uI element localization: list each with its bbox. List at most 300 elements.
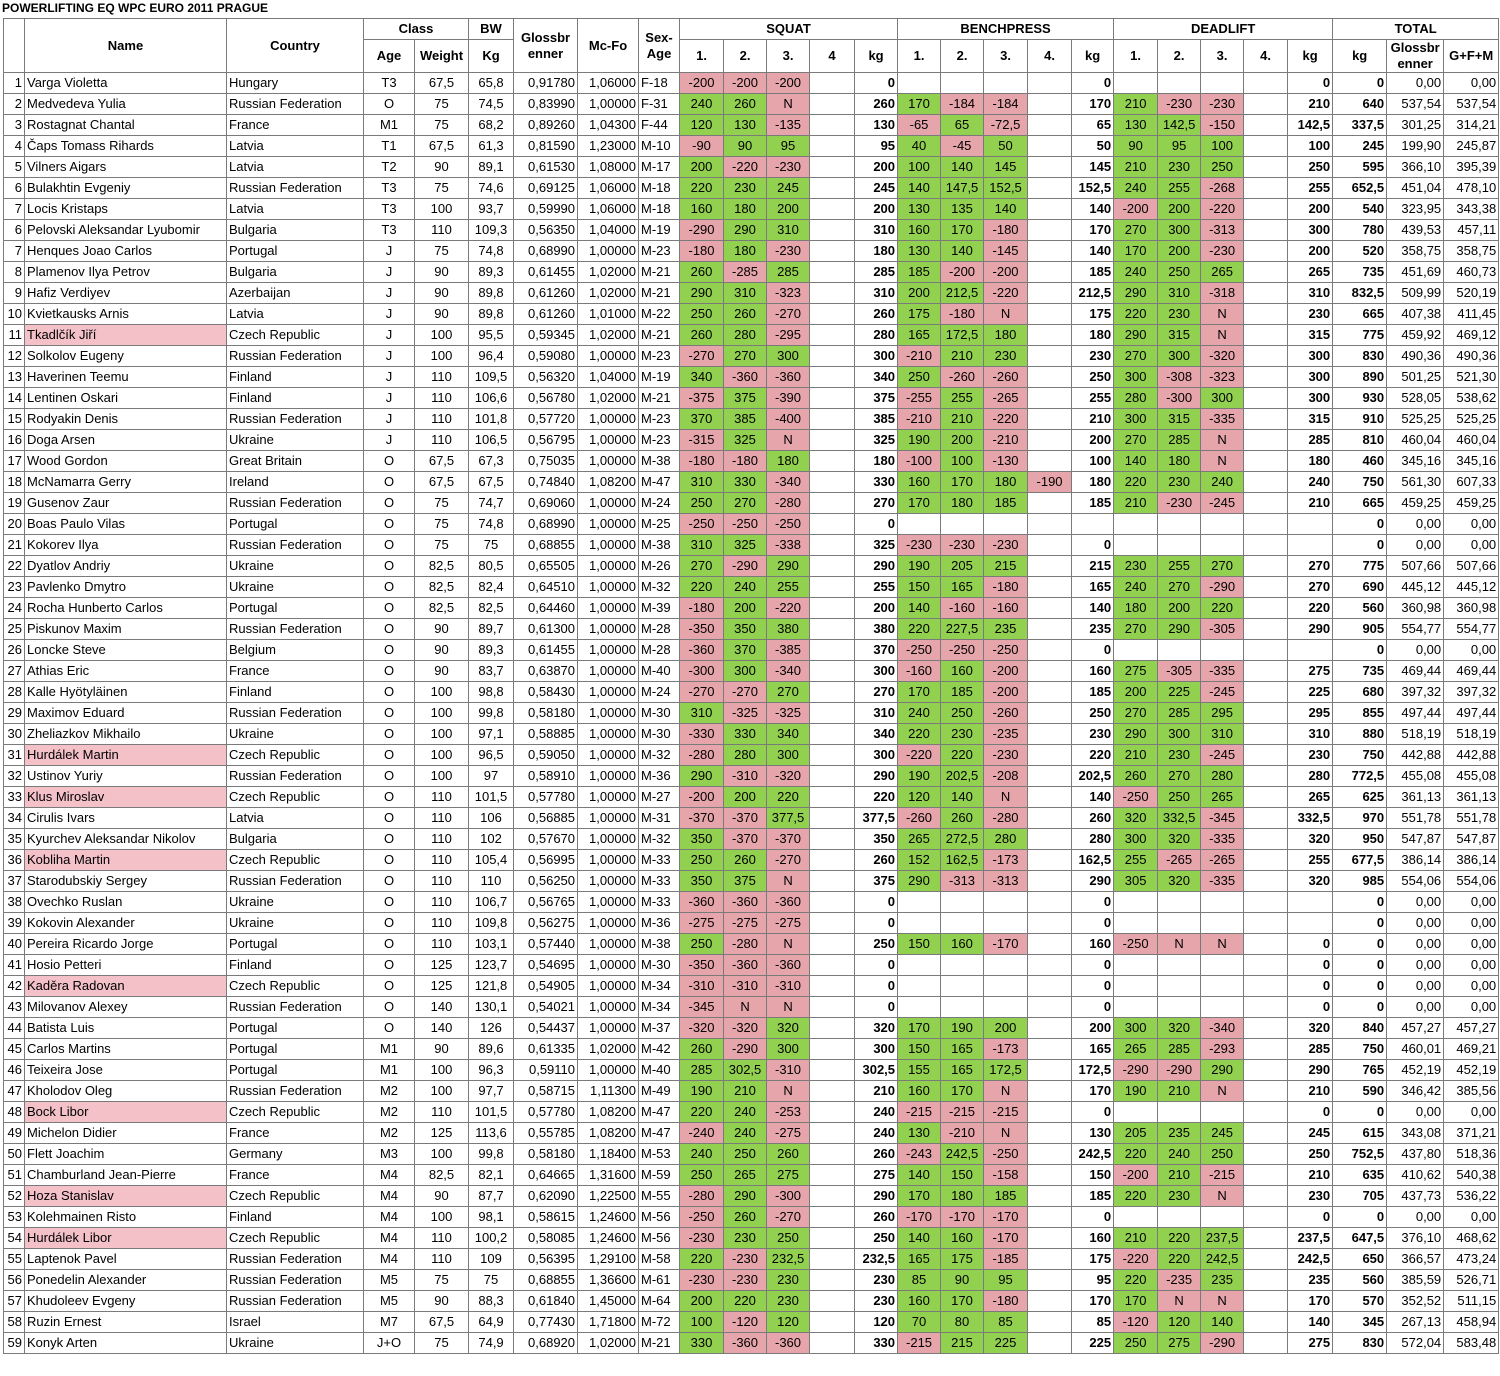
- bodyweight-cell: 89,1: [469, 157, 514, 178]
- deadlift-attempt-4-cell: [1244, 829, 1288, 850]
- squat-attempt-3-cell: N: [767, 934, 810, 955]
- bench-attempt-2-cell: -184: [941, 94, 984, 115]
- bench-attempt-3-cell: -185: [984, 1249, 1028, 1270]
- squat-attempt-2-cell: 350: [724, 619, 767, 640]
- squat-attempt-1-cell: -360: [680, 892, 724, 913]
- rank-cell: 32: [4, 766, 25, 787]
- total-kg-cell: 245: [1333, 136, 1387, 157]
- squat-attempt-2-cell: -370: [724, 808, 767, 829]
- rank-cell: 36: [4, 850, 25, 871]
- age-class-cell: O: [364, 619, 415, 640]
- sex-age-cell: M-72: [639, 1312, 680, 1333]
- bodyweight-cell: 103,1: [469, 934, 514, 955]
- squat-kg-cell: 230: [855, 1270, 898, 1291]
- deadlift-attempt-2-cell: 220: [1158, 1249, 1201, 1270]
- bench-attempt-4-cell: [1028, 556, 1072, 577]
- squat-attempt-2-cell: -320: [724, 1018, 767, 1039]
- weight-class-cell: 75: [415, 535, 469, 556]
- bench-attempt-4-cell: [1028, 325, 1072, 346]
- deadlift-attempt-4-cell: [1244, 1249, 1288, 1270]
- squat-attempt-1-cell: -370: [680, 808, 724, 829]
- weight-class-cell: 90: [415, 1186, 469, 1207]
- squat-attempt-1-cell: -200: [680, 787, 724, 808]
- squat-kg-cell: 340: [855, 724, 898, 745]
- age-class-cell: O: [364, 808, 415, 829]
- bench-attempt-3-cell: -208: [984, 766, 1028, 787]
- deadlift-attempt-1-cell: [1114, 1207, 1158, 1228]
- bench-attempt-2-cell: 202,5: [941, 766, 984, 787]
- glossbrenner-cell: 0,58180: [514, 1144, 578, 1165]
- squat-attempt-1-cell: 350: [680, 829, 724, 850]
- deadlift-attempt-1-cell: 300: [1114, 367, 1158, 388]
- deadlift-attempt-4-cell: [1244, 94, 1288, 115]
- bench-attempt-3-cell: -145: [984, 241, 1028, 262]
- bench-attempt-1-cell: 175: [898, 304, 941, 325]
- squat-attempt-2-cell: -270: [724, 682, 767, 703]
- table-row: [4, 787, 1499, 808]
- deadlift-attempt-4-cell: [1244, 472, 1288, 493]
- bench-attempt-4-cell: [1028, 997, 1072, 1018]
- deadlift-attempt-2-cell: 285: [1158, 430, 1201, 451]
- table-row: [4, 178, 1499, 199]
- deadlift-attempt-2-cell: 230: [1158, 1186, 1201, 1207]
- bench-kg-cell: 250: [1072, 367, 1114, 388]
- squat-attempt-4-cell: [810, 682, 855, 703]
- rank-cell: 44: [4, 1018, 25, 1039]
- deadlift-attempt-1-cell: [1114, 1102, 1158, 1123]
- table-row: [4, 1333, 1499, 1354]
- age-class-cell: O: [364, 1018, 415, 1039]
- squat-attempt-1-cell: -360: [680, 640, 724, 661]
- bench-attempt-4-cell: [1028, 283, 1072, 304]
- deadlift-attempt-2-header: 2.: [1158, 40, 1201, 73]
- deadlift-attempt-3-cell: -290: [1201, 1333, 1244, 1354]
- bench-attempt-4-cell: [1028, 577, 1072, 598]
- bench-attempt-3-cell: -260: [984, 703, 1028, 724]
- bench-attempt-4-cell: [1028, 766, 1072, 787]
- bench-attempt-1-cell: -260: [898, 808, 941, 829]
- table-row: [4, 346, 1499, 367]
- bench-attempt-3-cell: N: [984, 1123, 1028, 1144]
- bodyweight-cell: 89,7: [469, 619, 514, 640]
- bench-attempt-4-cell: [1028, 493, 1072, 514]
- bench-kg-cell: 202,5: [1072, 766, 1114, 787]
- country-cell: Ukraine: [227, 724, 364, 745]
- squat-attempt-2-cell: 300: [724, 661, 767, 682]
- total-gfm-cell: 0,00: [1444, 955, 1499, 976]
- rank-cell: 27: [4, 661, 25, 682]
- country-cell: Bulgaria: [227, 829, 364, 850]
- deadlift-attempt-2-cell: N: [1158, 934, 1201, 955]
- squat-attempt-1-cell: 190: [680, 1081, 724, 1102]
- glossbrenner-cell: 0,61530: [514, 157, 578, 178]
- bench-attempt-4-cell: [1028, 934, 1072, 955]
- squat-attempt-3-cell: 310: [767, 220, 810, 241]
- bench-attempt-2-cell: 165: [941, 577, 984, 598]
- total-gfm-cell: 518,36: [1444, 1144, 1499, 1165]
- bench-attempt-1-cell: 165: [898, 325, 941, 346]
- glossbrenner-cell: 0,89260: [514, 115, 578, 136]
- bench-attempt-4-cell: [1028, 661, 1072, 682]
- squat-attempt-4-cell: [810, 766, 855, 787]
- bench-attempt-3-cell: [984, 913, 1028, 934]
- glossbrenner-cell: 0,59080: [514, 346, 578, 367]
- deadlift-attempt-4-cell: [1244, 451, 1288, 472]
- squat-kg-cell: 320: [855, 1018, 898, 1039]
- squat-attempt-2-cell: 330: [724, 724, 767, 745]
- deadlift-attempt-4-cell: [1244, 1228, 1288, 1249]
- bodyweight-cell: 64,9: [469, 1312, 514, 1333]
- total-gfm-cell: 468,62: [1444, 1228, 1499, 1249]
- bodyweight-cell: 95,5: [469, 325, 514, 346]
- total-gfm-cell: 518,19: [1444, 724, 1499, 745]
- mcfo-cell: 1,31600: [578, 1165, 639, 1186]
- total-glossbrenner-cell: 346,42: [1387, 1081, 1444, 1102]
- squat-attempt-2-cell: -310: [724, 766, 767, 787]
- bench-attempt-1-cell: 170: [898, 1018, 941, 1039]
- lifter-name-cell: Zheliazkov Mikhailo: [25, 724, 227, 745]
- bench-attempt-1-header: 1.: [898, 40, 941, 73]
- bench-attempt-1-cell: [898, 913, 941, 934]
- weight-class-cell: 90: [415, 640, 469, 661]
- deadlift-attempt-2-cell: 300: [1158, 724, 1201, 745]
- total-kg-header: kg: [1333, 40, 1387, 73]
- deadlift-attempt-3-cell: -245: [1201, 745, 1244, 766]
- bench-attempt-4-cell: [1028, 1102, 1072, 1123]
- bench-attempt-1-cell: 140: [898, 598, 941, 619]
- deadlift-kg-cell: 310: [1288, 724, 1333, 745]
- bench-attempt-2-cell: 260: [941, 808, 984, 829]
- sex-age-cell: M-19: [639, 220, 680, 241]
- deadlift-kg-cell: 237,5: [1288, 1228, 1333, 1249]
- age-class-cell: J: [364, 430, 415, 451]
- bench-attempt-4-cell: [1028, 1165, 1072, 1186]
- bench-attempt-3-cell: N: [984, 787, 1028, 808]
- deadlift-attempt-4-cell: [1244, 262, 1288, 283]
- total-kg-cell: 345: [1333, 1312, 1387, 1333]
- age-class-cell: O: [364, 493, 415, 514]
- glossbrenner-cell: 0,57780: [514, 1102, 578, 1123]
- total-gfm-cell: 460,04: [1444, 430, 1499, 451]
- weight-class-cell: 100: [415, 766, 469, 787]
- total-kg-cell: 832,5: [1333, 283, 1387, 304]
- bench-attempt-1-cell: [898, 73, 941, 94]
- deadlift-kg-cell: 270: [1288, 556, 1333, 577]
- glossbrenner-cell: 0,54905: [514, 976, 578, 997]
- deadlift-attempt-4-cell: [1244, 871, 1288, 892]
- deadlift-attempt-1-cell: [1114, 535, 1158, 556]
- deadlift-attempt-1-cell: [1114, 892, 1158, 913]
- bench-attempt-4-cell: [1028, 262, 1072, 283]
- deadlift-attempt-4-cell: [1244, 934, 1288, 955]
- sex-age-cell: M-33: [639, 871, 680, 892]
- bench-attempt-1-cell: 130: [898, 241, 941, 262]
- squat-attempt-3-cell: 270: [767, 682, 810, 703]
- bench-attempt-1-cell: 140: [898, 1228, 941, 1249]
- total-kg-cell: 905: [1333, 619, 1387, 640]
- deadlift-kg-cell: 245: [1288, 1123, 1333, 1144]
- total-gfm-cell: 0,00: [1444, 640, 1499, 661]
- rank-cell: 51: [4, 1165, 25, 1186]
- deadlift-attempt-3-cell: [1201, 514, 1244, 535]
- table-row: [4, 1207, 1499, 1228]
- lifter-name-cell: Batista Luis: [25, 1018, 227, 1039]
- deadlift-kg-cell: 255: [1288, 850, 1333, 871]
- deadlift-attempt-3-cell: 265: [1201, 787, 1244, 808]
- deadlift-attempt-2-cell: -230: [1158, 493, 1201, 514]
- squat-attempt-2-cell: 265: [724, 1165, 767, 1186]
- rank-cell: 33: [4, 787, 25, 808]
- total-kg-cell: 520: [1333, 241, 1387, 262]
- table-row: [4, 1018, 1499, 1039]
- deadlift-attempt-2-cell: 320: [1158, 871, 1201, 892]
- squat-attempt-1-cell: 350: [680, 871, 724, 892]
- total-gfm-cell: 0,00: [1444, 997, 1499, 1018]
- deadlift-attempt-2-cell: -235: [1158, 1270, 1201, 1291]
- bench-kg-cell: 130: [1072, 1123, 1114, 1144]
- sheet-title: POWERLIFTING EQ WPC EURO 2011 PRAGUE: [2, 1, 269, 15]
- deadlift-attempt-4-cell: [1244, 850, 1288, 871]
- bench-attempt-2-cell: -160: [941, 598, 984, 619]
- bench-attempt-4-cell: [1028, 346, 1072, 367]
- bodyweight-cell: 82,4: [469, 577, 514, 598]
- deadlift-attempt-3-header: 3.: [1201, 40, 1244, 73]
- total-kg-cell: 0: [1333, 997, 1387, 1018]
- table-row: [4, 472, 1499, 493]
- deadlift-attempt-2-cell: 250: [1158, 262, 1201, 283]
- squat-attempt-2-cell: 180: [724, 241, 767, 262]
- table-row: [4, 934, 1499, 955]
- age-class-cell: M2: [364, 1102, 415, 1123]
- squat-attempt-4-cell: [810, 430, 855, 451]
- glossbrenner-header: Glossbr enner: [514, 19, 578, 73]
- bench-kg-cell: 170: [1072, 94, 1114, 115]
- bench-attempt-4-cell: [1028, 1270, 1072, 1291]
- bench-kg-cell: 185: [1072, 1186, 1114, 1207]
- rank-cell: 31: [4, 745, 25, 766]
- glossbrenner-cell: 0,68990: [514, 514, 578, 535]
- total-gfm-cell: 0,00: [1444, 1207, 1499, 1228]
- total-kg-cell: 752,5: [1333, 1144, 1387, 1165]
- weight-class-cell: 100: [415, 703, 469, 724]
- lifter-name-cell: McNamarra Gerry: [25, 472, 227, 493]
- bench-attempt-2-cell: -230: [941, 535, 984, 556]
- glossbrenner-cell: 0,83990: [514, 94, 578, 115]
- total-glossbrenner-cell: 437,73: [1387, 1186, 1444, 1207]
- table-row: [4, 913, 1499, 934]
- bodyweight-cell: 126: [469, 1018, 514, 1039]
- table-row: [4, 451, 1499, 472]
- lifter-name-cell: Kaděra Radovan: [25, 976, 227, 997]
- deadlift-attempt-3-cell: N: [1201, 451, 1244, 472]
- squat-kg-cell: 280: [855, 325, 898, 346]
- bench-kg-cell: 100: [1072, 451, 1114, 472]
- mcfo-cell: 1,00000: [578, 556, 639, 577]
- table-row: [4, 598, 1499, 619]
- lifter-name-cell: Kholodov Oleg: [25, 1081, 227, 1102]
- lifter-name-cell: Rostagnat Chantal: [25, 115, 227, 136]
- glossbrenner-cell: 0,54695: [514, 955, 578, 976]
- deadlift-attempt-2-cell: [1158, 535, 1201, 556]
- bench-attempt-3-cell: 180: [984, 325, 1028, 346]
- country-cell: Belgium: [227, 640, 364, 661]
- glossbrenner-cell: 0,56320: [514, 367, 578, 388]
- country-cell: Finland: [227, 388, 364, 409]
- glossbrenner-cell: 0,61335: [514, 1039, 578, 1060]
- bench-kg-cell: 95: [1072, 1270, 1114, 1291]
- total-glossbrenner-cell: 199,90: [1387, 136, 1444, 157]
- deadlift-kg-cell: 315: [1288, 409, 1333, 430]
- deadlift-attempt-3-cell: 265: [1201, 262, 1244, 283]
- weight-class-cell: 110: [415, 220, 469, 241]
- bench-attempt-3-cell: -184: [984, 94, 1028, 115]
- rank-cell: 54: [4, 1228, 25, 1249]
- lifter-name-cell: Bulakhtin Evgeniy: [25, 178, 227, 199]
- bench-attempt-3-cell: -280: [984, 808, 1028, 829]
- squat-attempt-2-cell: 260: [724, 1207, 767, 1228]
- total-kg-cell: 0: [1333, 976, 1387, 997]
- squat-attempt-1-cell: -300: [680, 661, 724, 682]
- bench-kg-cell: 0: [1072, 1207, 1114, 1228]
- bodyweight-cell: 67,3: [469, 451, 514, 472]
- age-class-cell: T1: [364, 136, 415, 157]
- deadlift-attempt-3-cell: N: [1201, 1081, 1244, 1102]
- squat-attempt-1-cell: 290: [680, 283, 724, 304]
- squat-attempt-4-cell: [810, 556, 855, 577]
- bench-attempt-4-cell: [1028, 1249, 1072, 1270]
- squat-attempt-4-cell: [810, 745, 855, 766]
- glossbrenner-cell: 0,54437: [514, 1018, 578, 1039]
- table-row: [4, 1144, 1499, 1165]
- deadlift-attempt-3-cell: -335: [1201, 661, 1244, 682]
- deadlift-attempt-1-cell: 170: [1114, 241, 1158, 262]
- country-cell: Czech Republic: [227, 1186, 364, 1207]
- bench-attempt-2-cell: -45: [941, 136, 984, 157]
- deadlift-attempt-2-cell: N: [1158, 1291, 1201, 1312]
- bench-attempt-3-cell: 200: [984, 1018, 1028, 1039]
- weight-class-cell: 110: [415, 430, 469, 451]
- total-kg-cell: 735: [1333, 262, 1387, 283]
- weight-class-cell: 82,5: [415, 577, 469, 598]
- squat-kg-cell: 340: [855, 367, 898, 388]
- total-glossbrenner-cell: 459,25: [1387, 493, 1444, 514]
- table-row: [4, 1102, 1499, 1123]
- lifter-name-cell: Pereira Ricardo Jorge: [25, 934, 227, 955]
- mcfo-cell: 1,08000: [578, 157, 639, 178]
- rank-cell: 56: [4, 1270, 25, 1291]
- table-row: [4, 1081, 1499, 1102]
- bench-attempt-2-cell: 80: [941, 1312, 984, 1333]
- bench-attempt-3-cell: -313: [984, 871, 1028, 892]
- age-class-cell: M1: [364, 1060, 415, 1081]
- lifter-name-cell: Hurdálek Martin: [25, 745, 227, 766]
- mcfo-cell: 1,24600: [578, 1228, 639, 1249]
- squat-kg-cell: 200: [855, 598, 898, 619]
- bench-attempt-1-cell: 250: [898, 367, 941, 388]
- rank-cell: 53: [4, 1207, 25, 1228]
- squat-attempt-4-cell: [810, 871, 855, 892]
- bench-attempt-3-header: 3.: [984, 40, 1028, 73]
- bench-attempt-4-cell: [1028, 1186, 1072, 1207]
- squat-attempt-1-cell: -320: [680, 1018, 724, 1039]
- squat-kg-cell: 270: [855, 682, 898, 703]
- deadlift-attempt-2-cell: 270: [1158, 577, 1201, 598]
- rank-cell: 7: [4, 199, 25, 220]
- glossbrenner-cell: 0,77430: [514, 1312, 578, 1333]
- squat-kg-cell: 370: [855, 640, 898, 661]
- bodyweight-cell: 106: [469, 808, 514, 829]
- lifter-name-cell: Kobliha Martin: [25, 850, 227, 871]
- rank-cell: 22: [4, 556, 25, 577]
- bench-attempt-3-cell: -200: [984, 682, 1028, 703]
- rank-cell: 37: [4, 871, 25, 892]
- deadlift-kg-cell: [1288, 913, 1333, 934]
- rank-cell: 49: [4, 1123, 25, 1144]
- glossbrenner-cell: 0,69125: [514, 178, 578, 199]
- squat-attempt-3-cell: 245: [767, 178, 810, 199]
- squat-attempt-1-cell: 200: [680, 157, 724, 178]
- deadlift-attempt-2-cell: 220: [1158, 1228, 1201, 1249]
- total-kg-cell: 830: [1333, 1333, 1387, 1354]
- table-row: [4, 724, 1499, 745]
- total-glossbrenner-cell: 352,52: [1387, 1291, 1444, 1312]
- total-glossbrenner-cell: 469,44: [1387, 661, 1444, 682]
- deadlift-attempt-3-cell: N: [1201, 325, 1244, 346]
- sex-age-cell: M-36: [639, 766, 680, 787]
- bench-attempt-3-cell: -173: [984, 850, 1028, 871]
- sex-age-cell: M-28: [639, 640, 680, 661]
- rank-cell: 5: [4, 157, 25, 178]
- squat-attempt-2-cell: 260: [724, 94, 767, 115]
- country-cell: Russian Federation: [227, 346, 364, 367]
- bench-kg-cell: 215: [1072, 556, 1114, 577]
- bodyweight-cell: 113,6: [469, 1123, 514, 1144]
- squat-attempt-1-cell: 100: [680, 1312, 724, 1333]
- squat-attempt-1-cell: 285: [680, 1060, 724, 1081]
- rank-cell: 43: [4, 997, 25, 1018]
- rank-cell: 21: [4, 535, 25, 556]
- glossbrenner-cell: 0,58430: [514, 682, 578, 703]
- bench-kg-cell: 260: [1072, 808, 1114, 829]
- rank-cell: 6: [4, 178, 25, 199]
- squat-attempt-1-cell: 330: [680, 1333, 724, 1354]
- deadlift-attempt-2-cell: 255: [1158, 556, 1201, 577]
- squat-attempt-1-cell: 340: [680, 367, 724, 388]
- deadlift-kg-cell: 315: [1288, 325, 1333, 346]
- bench-attempt-4-cell: -190: [1028, 472, 1072, 493]
- rank-cell: 35: [4, 829, 25, 850]
- glossbrenner-cell: 0,61840: [514, 1291, 578, 1312]
- total-glossbrenner-cell: 301,25: [1387, 115, 1444, 136]
- total-kg-cell: 840: [1333, 1018, 1387, 1039]
- squat-attempt-4-cell: [810, 1144, 855, 1165]
- deadlift-attempt-1-cell: [1114, 73, 1158, 94]
- deadlift-kg-cell: 320: [1288, 829, 1333, 850]
- deadlift-attempt-1-cell: 275: [1114, 661, 1158, 682]
- total-glossbrenner-cell: 410,62: [1387, 1165, 1444, 1186]
- glossbrenner-cell: 0,64665: [514, 1165, 578, 1186]
- weight-class-cell: 140: [415, 997, 469, 1018]
- age-class-cell: O: [364, 661, 415, 682]
- country-cell: Russian Federation: [227, 1270, 364, 1291]
- mcfo-cell: 1,00000: [578, 703, 639, 724]
- bench-attempt-4-cell: [1028, 1207, 1072, 1228]
- bench-attempt-2-cell: 200: [941, 430, 984, 451]
- total-gfm-cell: 395,39: [1444, 157, 1499, 178]
- squat-attempt-1-cell: -350: [680, 619, 724, 640]
- rank-cell: 19: [4, 493, 25, 514]
- deadlift-attempt-4-cell: [1244, 1165, 1288, 1186]
